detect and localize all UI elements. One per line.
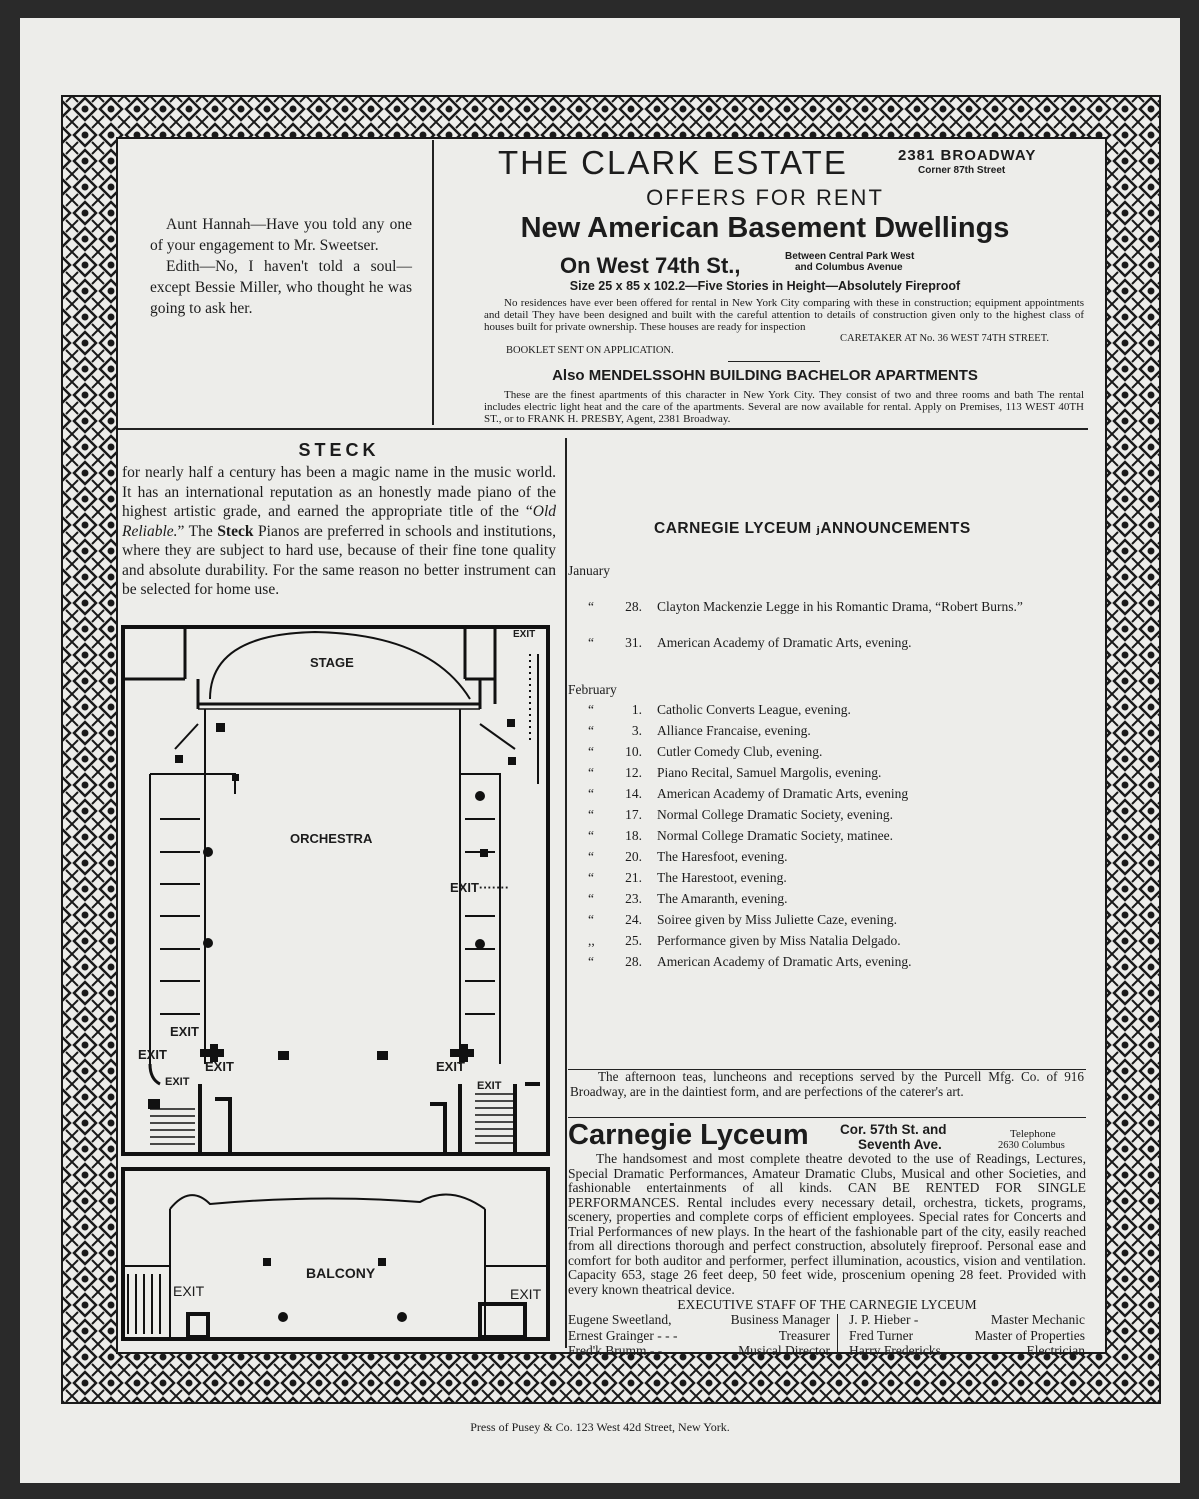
- clark-address-line1: 2381 BROADWAY: [898, 147, 1037, 164]
- announcement-day: 12.: [625, 765, 642, 780]
- february-label: February: [568, 682, 617, 697]
- staff-role: Master of Properties: [974, 1327, 1085, 1343]
- announcement-day: 31.: [625, 635, 642, 650]
- staff-row: [849, 1328, 1085, 1344]
- staff-role: Treasurer: [778, 1327, 830, 1343]
- orchestra-label: ORCHESTRA: [290, 831, 373, 846]
- ditto-mark: “: [588, 870, 594, 885]
- steck-ad: [122, 440, 556, 600]
- lyceum-corner-1: Cor. 57th St. and: [840, 1122, 947, 1137]
- ditto-mark: “: [588, 807, 594, 822]
- announcement-event: American Academy of Dramatic Arts, evening.: [657, 635, 912, 650]
- street-note-2: and Columbus Avenue: [795, 262, 903, 273]
- exit-label-balcony-left: EXIT: [173, 1283, 205, 1299]
- announcement-event: American Academy of Dramatic Arts, evening.: [657, 954, 912, 969]
- ditto-mark: “: [588, 954, 594, 969]
- staff-name: Fred'k Brumm - -: [568, 1343, 663, 1358]
- aunt-hannah-anecdote: [150, 214, 412, 319]
- announcement-day: 25.: [625, 933, 642, 948]
- steck-name: Steck: [217, 522, 254, 540]
- exit-label-right-3: EXIT: [477, 1080, 502, 1092]
- printer-footer: Press of Pusey & Co. 123 West 42d Street, New York.: [470, 1420, 730, 1434]
- ditto-mark: “: [588, 891, 594, 906]
- february-list: [568, 702, 1078, 972]
- booklet-note: BOOKLET SENT ON APPLICATION.: [506, 345, 674, 356]
- stage-label: STAGE: [310, 655, 354, 670]
- ditto-mark: “: [588, 849, 594, 864]
- size-line: Size 25 x 85 x 102.2—Five Stories in Height—Absolutely Fireproof: [569, 279, 961, 293]
- january-label: January: [568, 563, 610, 578]
- announcement-event: The Amaranth, evening.: [657, 891, 788, 906]
- exit-label-right: EXIT·······: [450, 880, 510, 895]
- staff-name: Ernest Grainger - - -: [568, 1327, 678, 1343]
- steck-body-part1: for nearly half a century has been a magic name in the music world. It has an international reputation as an honestly made piano of the highest artistic grade, and earned the appropriate title of the “: [122, 464, 556, 520]
- announcement-day: 18.: [625, 828, 642, 843]
- announcement-day: 14.: [625, 786, 642, 801]
- announcement-day: 1.: [631, 702, 642, 717]
- staff-name: J. P. Hieber -: [849, 1312, 919, 1327]
- announcement-event: Normal College Dramatic Society, evening.: [657, 807, 894, 822]
- edith-reply: Edith—No, I haven't told a soul—except Bessie Miller, who thought he was going to ask her.: [150, 258, 412, 317]
- clark-rule: [728, 361, 820, 362]
- staff-name: Harry Fredericks .: [849, 1343, 948, 1358]
- announcement-event: Alliance Francaise, evening.: [657, 723, 811, 738]
- ditto-mark: “: [588, 765, 594, 780]
- staff-row: [568, 1328, 830, 1344]
- announcement-day: 10.: [625, 744, 642, 759]
- exit-label-stage: EXIT: [513, 629, 536, 640]
- announcement-day: 28.: [625, 599, 642, 614]
- top-divider-vertical: [432, 140, 434, 425]
- ditto-mark: “: [588, 723, 594, 738]
- ditto-mark: “: [588, 599, 594, 614]
- balcony-label: BALCONY: [306, 1265, 376, 1281]
- staff-role: Business Manager: [730, 1312, 830, 1327]
- clark-estate-ad: [440, 138, 1090, 428]
- ditto-mark: “: [588, 786, 594, 801]
- steck-body-part2: ” The: [177, 522, 218, 540]
- exit-label-left-1: EXIT: [170, 1024, 199, 1039]
- lyceum-telephone-1: Telephone: [1010, 1128, 1056, 1140]
- staff-right: [849, 1312, 1085, 1359]
- january-list: [568, 599, 1078, 659]
- ditto-mark: “: [588, 702, 594, 717]
- clark-body: No residences have ever been offered for rental in New York City comparing with these in construction; equipment appointments and detail They have been designed and built with the careful attention to details of construction given only to the highest class of houses built for private ownership. These houses are ready for inspection: [484, 297, 1084, 333]
- announcement-day: 21.: [625, 870, 642, 885]
- exit-label-left-2: EXIT: [138, 1047, 167, 1062]
- steck-old-reliable: Old Reliable.: [122, 503, 556, 540]
- exit-label-balcony-right: EXIT: [510, 1286, 542, 1302]
- announcement-day: 3.: [631, 723, 642, 738]
- announcement-event: Soiree given by Miss Juliette Caze, evening.: [657, 912, 897, 927]
- announcement-event: Normal College Dramatic Society, matinee.: [657, 828, 894, 843]
- staff-name: Fred Turner: [849, 1327, 914, 1343]
- lyceum-corner-2: Seventh Ave.: [858, 1137, 942, 1152]
- street-line: On West 74th St.,: [560, 253, 741, 278]
- ditto-mark: “: [588, 912, 594, 927]
- staff-left: [568, 1312, 830, 1359]
- exit-label-left-3: EXIT: [205, 1059, 234, 1074]
- dwellings-headline: New American Basement Dwellings: [520, 212, 1010, 244]
- announcement-event: American Academy of Dramatic Arts, evening: [657, 786, 909, 801]
- purcell-note: The afternoon teas, luncheons and receptions served by the Purcell Mfg. Co. of 916 Broadway, are in the daintiest form, and are perfections of the caterer's art.: [570, 1069, 1084, 1099]
- street-note-1: Between Central Park West: [785, 251, 915, 262]
- staff-row: [568, 1343, 830, 1359]
- exit-label-left-4: EXIT: [165, 1076, 190, 1088]
- lyceum-name: Carnegie Lyceum: [568, 1119, 809, 1151]
- announcement-event: The Haresfoot, evening.: [657, 849, 788, 864]
- lyceum-telephone-2: 2630 Columbus: [998, 1140, 1065, 1151]
- top-divider-horizontal: [118, 428, 1088, 430]
- offers-for-rent: OFFERS FOR RENT: [646, 185, 884, 210]
- announcement-day: 17.: [625, 807, 642, 822]
- announcement-event: Performance given by Miss Natalia Delgado.: [657, 933, 901, 948]
- announcement-event: Catholic Converts League, evening.: [657, 702, 851, 717]
- mendelssohn-body: These are the finest apartments of this character in New York City. They consist of two and three rooms and bath The rental includes electric light heat and the care of the apartments. Several are now available for rental. Apply on Premises, 113 WEST 40TH ST., or to FRANK H. PRESBY, Agent, 2381 Broadway.: [484, 389, 1084, 425]
- staff-row: [849, 1343, 1085, 1359]
- middle-divider-vertical: [565, 438, 567, 1348]
- clark-address-line2: Corner 87th Street: [918, 165, 1006, 176]
- announcement-event: Piano Recital, Samuel Margolis, evening.: [657, 765, 882, 780]
- aunt-hannah-text: Aunt Hannah—Have you told any one of your engagement to Mr. Sweetser.: [150, 216, 412, 254]
- steck-body-part3: Pianos are preferred in schools and institutions, where they are subject to hard use, because of their fine tone quality and absolute durability. For the same reason no better instrument can be selected for home use.: [122, 522, 556, 598]
- staff-row: [568, 1312, 830, 1328]
- announcement-day: 20.: [625, 849, 642, 864]
- steck-body: [122, 463, 556, 600]
- ditto-mark: “: [588, 828, 594, 843]
- announcement-event: Clayton Mackenzie Legge in his Romantic Drama, “Robert Burns.”: [657, 599, 1023, 614]
- staff-role: Musical Director: [738, 1343, 830, 1358]
- staff-divider: [837, 1314, 838, 1358]
- staff-role: Electrician: [1026, 1343, 1085, 1358]
- announcement-day: 24.: [625, 912, 642, 927]
- steck-title: STECK: [298, 440, 380, 460]
- mendelssohn-headline: Also MENDELSSOHN BUILDING BACHELOR APARTMENTS: [552, 367, 978, 384]
- staff-role: Master Mechanic: [990, 1312, 1085, 1327]
- ditto-mark: “: [588, 744, 594, 759]
- floor-plan-drawing: [120, 624, 560, 1344]
- announcement-day: 23.: [625, 891, 642, 906]
- lyceum-body: The handsomest and most complete theatre devoted to the use of Readings, Lectures, Special Dramatic Performances, Amateur Dramatic Clubs, Musical and other Societies, and fashionable entertainments of all kinds. CAN BE RENTED FOR SINGLE PERFORMANCES. Rental includes every necessary detail, orchestra, tickets, programs, scenery, properties and complete corps of efficient employees. Special rates for Concerts and Trial Performances of new plays. In the heart of the fashionable part of the city, easily reached from all directions thorough and perfect construction, absolutely fireproof. Personal ease and comfort for both auditor and performer, perfect illumination, acoustics, vision and ventilation. Capacity 653, stage 26 feet deep, 50 feet wide, proscenium opening 28 feet. Provided with every known theatrical device.: [568, 1151, 1086, 1297]
- announcements-title: CARNEGIE LYCEUM ⱼANNOUNCEMENTS: [654, 520, 971, 537]
- exit-label-right-2: EXIT: [436, 1059, 465, 1074]
- program-page: [20, 18, 1180, 1483]
- announcement-event: The Harestoot, evening.: [657, 870, 787, 885]
- announcement-day: 28.: [625, 954, 642, 969]
- staff-title: EXECUTIVE STAFF OF THE CARNEGIE LYCEUM: [677, 1297, 977, 1312]
- ditto-mark: ,,: [588, 933, 595, 948]
- staff-row: [849, 1312, 1085, 1328]
- purcell-rule-bottom: [568, 1117, 1086, 1118]
- clark-estate-title: THE CLARK ESTATE: [498, 144, 848, 181]
- ditto-mark: “: [588, 635, 594, 650]
- announcement-event: Cutler Comedy Club, evening.: [657, 744, 823, 759]
- staff-name: Eugene Sweetland,: [568, 1312, 672, 1327]
- caretaker-note: CARETAKER AT No. 36 WEST 74TH STREET.: [840, 333, 1049, 344]
